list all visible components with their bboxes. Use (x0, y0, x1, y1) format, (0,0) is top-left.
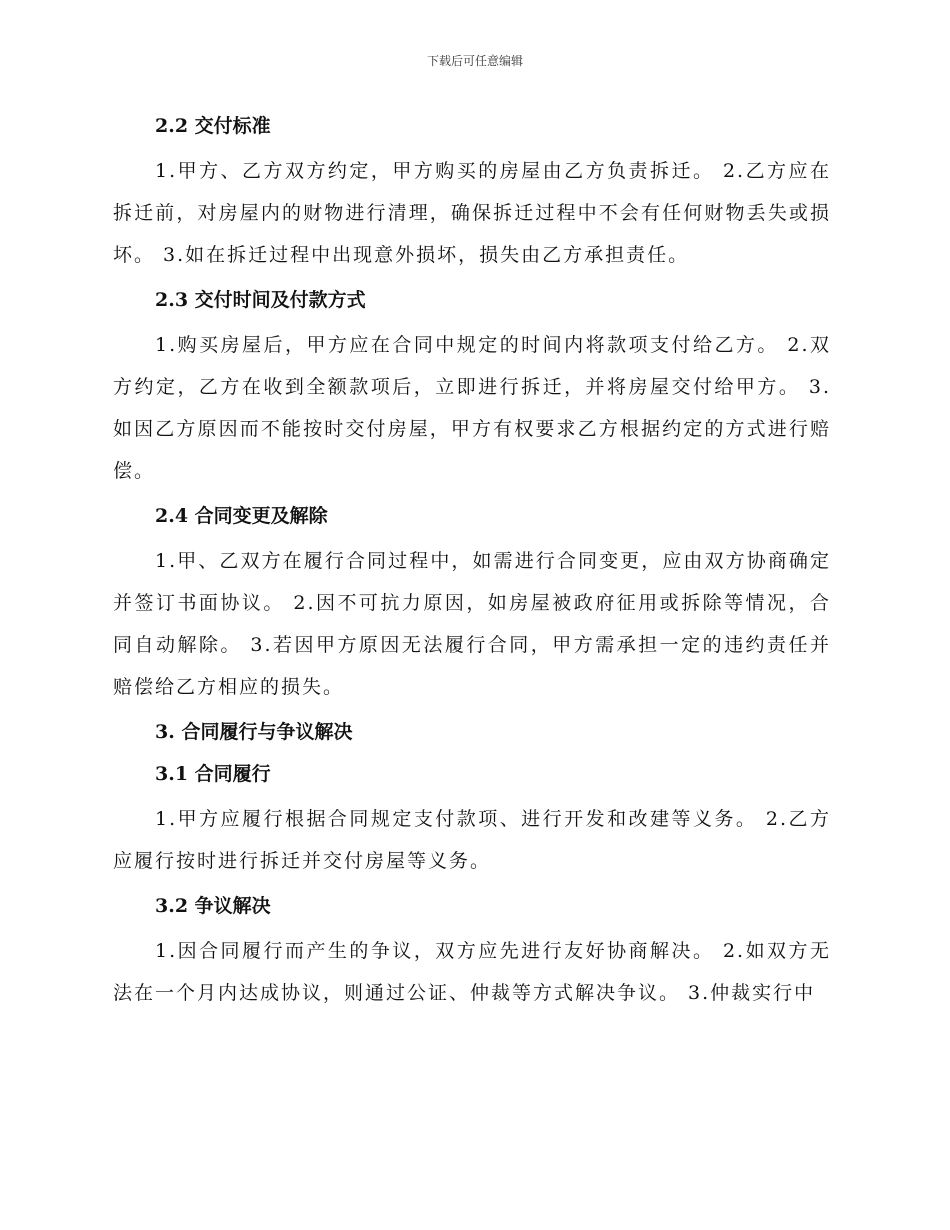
section-paragraph-2-3: 1.购买房屋后，甲方应在合同中规定的时间内将款项支付给乙方。 2.双方约定，乙方在收到全额款项后，立即进行拆迁，并将房屋交付给甲方。 3.如因乙方原因而不能按时交付房屋，甲方有权要求乙方根据约定的方式进行赔偿。 (113, 334, 831, 482)
section-paragraph-2-2: 1.甲方、乙方双方约定，甲方购买的房屋由乙方负责拆迁。 2.乙方应在拆迁前，对房屋内的财物进行清理，确保拆迁过程中不会有任何财物丢失或损坏。 3.如在拆迁过程中出现意外损坏，损失由乙方承担责任。 (113, 160, 831, 266)
section-heading-2-4: 2.4 合同变更及解除 (155, 505, 328, 527)
section-heading-3: 3. 合同履行与争议解决 (155, 721, 353, 743)
document-body (113, 108, 831, 1020)
section-heading-3-1: 3.1 合同履行 (155, 763, 271, 785)
section-paragraph-2-4: 1.甲、乙双方在履行合同过程中，如需进行合同变更，应由双方协商确定并签订书面协议。 2.因不可抗力原因，如房屋被政府征用或拆除等情况，合同自动解除。 3.若因甲方原因无法履行合同，甲方需承担一定的违约责任并赔偿给乙方相应的损失。 (113, 550, 831, 698)
page-header-note: 下载后可任意编辑 (426, 54, 523, 68)
section-paragraph-3-2: 1.因合同履行而产生的争议，双方应先进行友好协商解决。 2.如双方无法在一个月内达成协议，则通过公证、仲裁等方式解决争议。 3.仲裁实行中 (113, 940, 831, 1004)
section-paragraph-3-1: 1.甲方应履行根据合同规定支付款项、进行开发和改建等义务。 2.乙方应履行按时进行拆迁并交付房屋等义务。 (113, 808, 831, 872)
section-heading-2-3: 2.3 交付时间及付款方式 (155, 289, 366, 311)
section-heading-2-2: 2.2 交付标准 (155, 115, 271, 137)
section-heading-3-2: 3.2 争议解决 (155, 895, 271, 917)
